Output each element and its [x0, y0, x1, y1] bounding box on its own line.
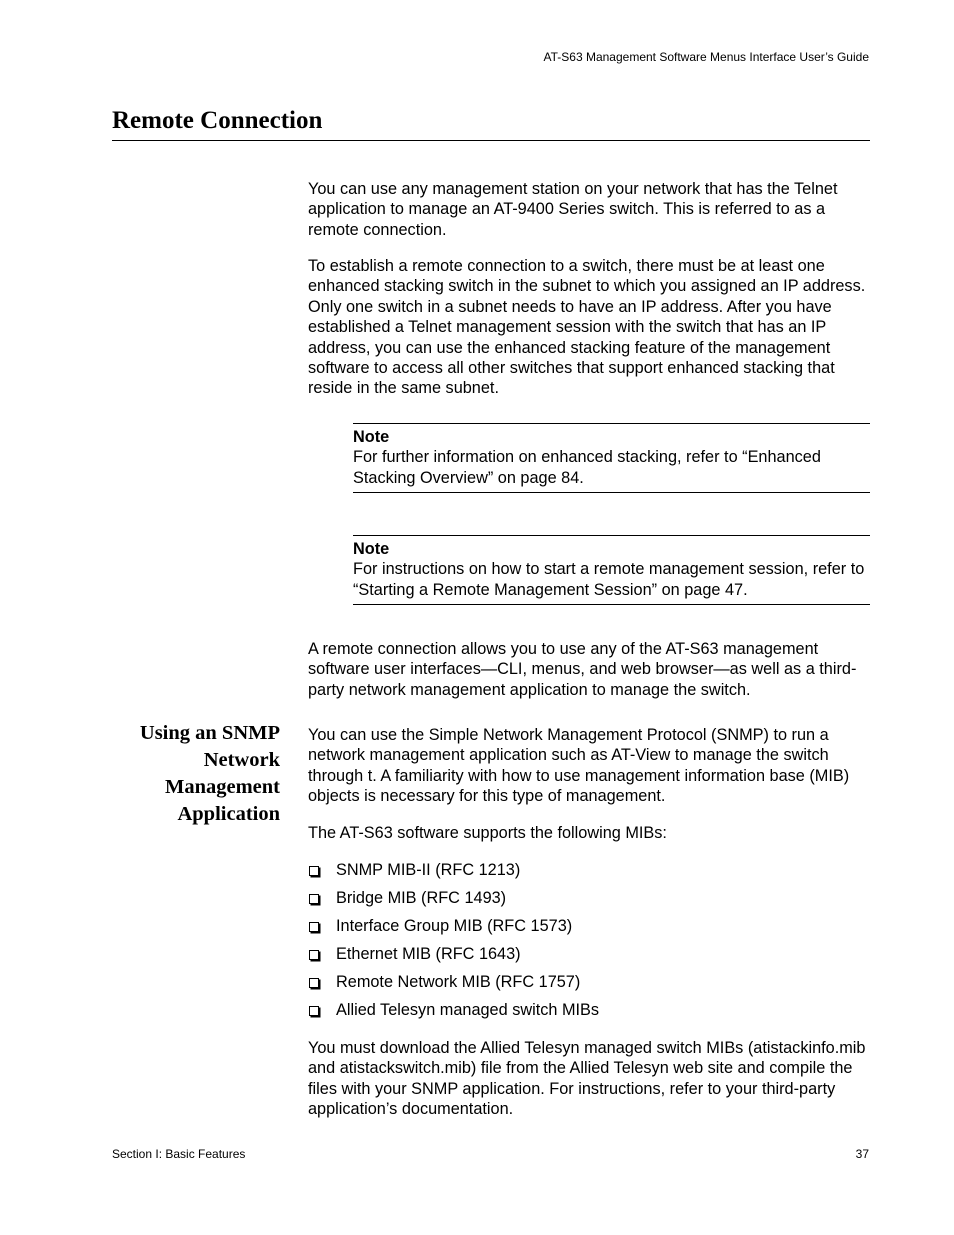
note-label: Note: [353, 540, 390, 558]
list-item: [308, 1000, 870, 1028]
list-item-text: Bridge MIB (RFC 1493): [336, 889, 507, 907]
note-text: For further information on enhanced stacking, refer to “Enhanced Stacking Overview” on page 84.: [353, 448, 821, 487]
heading-line: Application: [177, 803, 280, 825]
list-item-text: Remote Network MIB (RFC 1757): [336, 973, 581, 991]
section-title: Remote Connection: [112, 106, 870, 141]
snmp-intro-paragraph: You can use the Simple Network Management Protocol (SNMP) to run a network management application such as AT-View to manage the switch through t. A familiarity with how to use management information base (MIB) objects is necessary for this type of management.: [308, 726, 850, 806]
checkbox-bullet-icon: [309, 950, 319, 960]
running-header: AT-S63 Management Software Menus Interface User’s Guide: [543, 50, 869, 64]
list-item: [308, 860, 870, 888]
intro-paragraph: You can use any management station on your network that has the Telnet application to manage an AT-9400 Series switch. This is referred to as a remote connection.: [308, 180, 838, 239]
mib-list-intro: The AT-S63 software supports the following MIBs:: [308, 824, 667, 842]
list-item-text: SNMP MIB-II (RFC 1213): [336, 861, 521, 879]
list-item: [308, 972, 870, 1000]
page-number: 37: [855, 1147, 869, 1161]
list-item: [308, 944, 870, 972]
interfaces-paragraph: A remote connection allows you to use any of the AT-S63 management software user interfaces—CLI, menus, and web browser—as well as a third-party network management application to manage the switch.: [308, 640, 857, 699]
list-item: [308, 916, 870, 944]
heading-line: Management: [164, 776, 280, 798]
list-item: [308, 888, 870, 916]
footer-section-label: Section I: Basic Features: [112, 1147, 246, 1161]
checkbox-bullet-icon: [309, 894, 319, 904]
list-item-text: Ethernet MIB (RFC 1643): [336, 945, 521, 963]
heading-line: Using an SNMP: [139, 722, 280, 744]
heading-line: Network: [203, 749, 280, 771]
list-item-text: Allied Telesyn managed switch MIBs: [336, 1001, 600, 1019]
download-paragraph: You must download the Allied Telesyn managed switch MIBs (atistackinfo.mib and atistackswitch.mib) file from the Allied Telesyn web site and compile the files with your SNMP application. For instructions, refer to your third-party application’s documentation.: [308, 1039, 866, 1119]
note-remote-session: [353, 535, 870, 605]
note-label: Note: [353, 428, 390, 446]
note-enhanced-stacking: [353, 423, 870, 493]
checkbox-bullet-icon: [309, 866, 319, 876]
establish-paragraph: To establish a remote connection to a switch, there must be at least one enhanced stacking switch in the subnet to which you assigned an IP address. Only one switch in a subnet needs to have an IP address. After you have established a Telnet management session with the switch that has an IP address, you can use the enhanced stacking feature of the management software to access all other switches that support enhanced stacking that reside in the same subnet.: [308, 257, 866, 398]
mib-list: [308, 860, 870, 1028]
subsection-heading: [112, 720, 280, 828]
checkbox-bullet-icon: [309, 922, 319, 932]
list-item-text: Interface Group MIB (RFC 1573): [336, 917, 573, 935]
checkbox-bullet-icon: [309, 978, 319, 988]
note-text: For instructions on how to start a remote management session, refer to “Starting a Remote Management Session” on page 47.: [353, 560, 865, 599]
checkbox-bullet-icon: [309, 1006, 319, 1016]
